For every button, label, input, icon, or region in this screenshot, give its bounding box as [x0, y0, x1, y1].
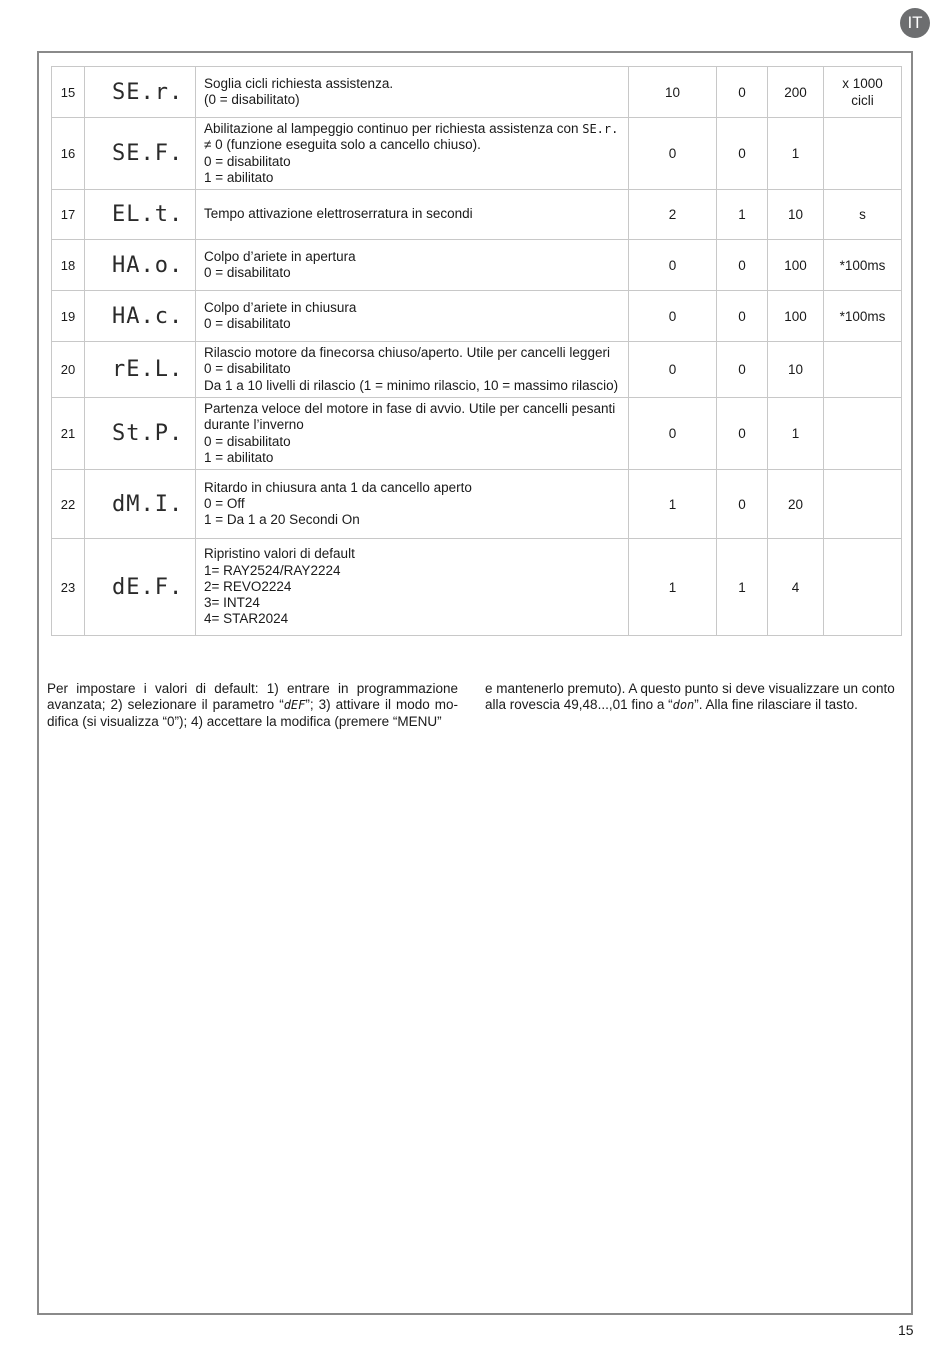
parameter-description — [196, 118, 629, 190]
table-row — [52, 398, 902, 470]
unit-cell — [824, 539, 902, 636]
parameter-code-cell — [85, 240, 196, 291]
note-line — [47, 697, 458, 713]
unit-text: *100ms — [839, 308, 886, 324]
parameters-table — [51, 66, 902, 636]
min-value: 0 — [717, 342, 768, 398]
row-number: 15 — [52, 67, 85, 118]
description-text: Tempo attivazione elettroserratura in secondi — [204, 206, 473, 222]
parameter-display-code: St.P. — [112, 421, 184, 446]
max-value: 20 — [768, 470, 824, 539]
inline-display-code: SE.r. — [582, 122, 619, 137]
description-line — [204, 611, 620, 627]
description-text: 0 = disabilitato — [204, 153, 291, 169]
note-line: e mantenerlo premuto). A questo punto si deve visualizzare un conto — [485, 681, 895, 696]
min-value: 1 — [717, 190, 768, 240]
note-text: alla rovescia 49,48...,01 fino a “ — [485, 697, 673, 713]
min-value: 0 — [717, 67, 768, 118]
description-text: Da 1 a 10 livelli di rilascio (1 = minimo rilascio, 10 = massimo rilascio) — [204, 377, 619, 393]
unit-text: *100ms — [839, 257, 886, 273]
parameter-description — [196, 539, 629, 636]
row-number: 19 — [52, 291, 85, 342]
parameter-code-cell — [85, 190, 196, 240]
parameter-display-code: HA.c. — [112, 303, 184, 329]
parameter-code-cell — [85, 342, 196, 398]
row-number: 21 — [52, 398, 85, 470]
unit-cell — [824, 470, 902, 539]
description-text: 1 = Da 1 a 20 Secondi On — [204, 512, 360, 528]
description-line — [204, 450, 620, 466]
description-text: Ripristino valori di default — [204, 546, 355, 562]
default-value: 0 — [629, 342, 717, 398]
min-value: 0 — [717, 291, 768, 342]
default-values-instructions — [47, 681, 458, 730]
description-line — [204, 434, 620, 450]
description-text: 3= INT24 — [204, 595, 260, 611]
description-line — [204, 249, 620, 265]
page-number: 15 — [898, 1322, 914, 1338]
description-line — [204, 480, 620, 496]
default-value: 2 — [629, 190, 717, 240]
description-line — [204, 170, 620, 186]
description-line — [204, 206, 620, 222]
description-line — [204, 579, 620, 595]
parameter-display-code: dM.I. — [112, 491, 184, 517]
row-number: 20 — [52, 342, 85, 398]
parameter-description — [196, 398, 629, 470]
description-text: 0 = disabilitato — [204, 433, 291, 449]
parameter-description — [196, 240, 629, 291]
description-line — [204, 361, 620, 377]
description-text: 0 = disabilitato — [204, 361, 291, 377]
min-value: 1 — [717, 539, 768, 636]
description-text: 0 = disabilitato — [204, 265, 291, 280]
description-line — [204, 121, 620, 137]
unit-cell — [824, 342, 902, 398]
unit-cell — [824, 240, 902, 291]
row-number: 18 — [52, 240, 85, 291]
note-line — [485, 697, 902, 713]
parameter-description — [196, 190, 629, 240]
description-line — [204, 512, 620, 528]
row-number: 16 — [52, 118, 85, 190]
description-text: Colpo d’ariete in chiusura — [204, 299, 357, 315]
default-value: 0 — [629, 398, 717, 470]
unit-cell — [824, 190, 902, 240]
description-line — [204, 154, 620, 170]
max-value: 100 — [768, 240, 824, 291]
unit-cell — [824, 398, 902, 470]
parameter-display-code: dE.F. — [112, 574, 184, 600]
unit-cell — [824, 291, 902, 342]
description-line — [204, 76, 620, 92]
description-text: Soglia cicli richiesta assistenza. — [204, 75, 394, 91]
parameter-display-code: SE.F. — [112, 141, 184, 166]
row-number: 22 — [52, 470, 85, 539]
note-text: ”. Alla fine rilasciare il tasto. — [694, 697, 858, 713]
default-value: 10 — [629, 67, 717, 118]
display-code-don: don — [672, 698, 695, 713]
max-value: 10 — [768, 342, 824, 398]
parameter-description — [196, 67, 629, 118]
description-line — [204, 265, 620, 281]
parameter-code-cell — [85, 470, 196, 539]
description-line — [204, 316, 620, 332]
parameter-code-cell — [85, 539, 196, 636]
min-value: 0 — [717, 398, 768, 470]
table-row — [52, 67, 902, 118]
language-badge: IT — [900, 8, 930, 38]
default-value: 1 — [629, 470, 717, 539]
description-text: (0 = disabilitato) — [204, 92, 300, 107]
description-text: Ritardo in chiusura anta 1 da cancello aperto — [204, 479, 472, 495]
max-value: 100 — [768, 291, 824, 342]
description-text: 0 = disabilitato — [204, 316, 291, 331]
default-value: 1 — [629, 539, 717, 636]
unit-text: cicli — [851, 93, 874, 108]
description-text: 1 = abilitato — [204, 449, 274, 465]
description-line — [204, 300, 620, 316]
default-value: 0 — [629, 118, 717, 190]
note-text: avanzata; 2) selezionare il parametro “ — [47, 697, 284, 713]
min-value: 0 — [717, 470, 768, 539]
table-row — [52, 539, 902, 636]
max-value: 1 — [768, 118, 824, 190]
description-text: 1 = abilitato — [204, 169, 274, 185]
description-text: Partenza veloce del motore in fase di avvio. Utile per cancelli pesanti — [204, 401, 616, 417]
description-text: 1= RAY2524/RAY2224 — [204, 562, 341, 578]
parameter-display-code: SE.r. — [112, 79, 184, 105]
note-text: ”; 3) attivare il modo mo- — [305, 697, 458, 713]
default-value: 0 — [629, 291, 717, 342]
max-value: 4 — [768, 539, 824, 636]
min-value: 0 — [717, 118, 768, 190]
unit-text: x 1000 — [842, 76, 883, 91]
description-text: ≠ 0 (funzione eseguita solo a cancello chiuso). — [204, 137, 481, 153]
display-code-def: dEF — [283, 698, 306, 713]
description-text: durante l’inverno — [204, 417, 304, 433]
min-value: 0 — [717, 240, 768, 291]
max-value: 1 — [768, 398, 824, 470]
max-value: 10 — [768, 190, 824, 240]
description-line — [204, 563, 620, 579]
description-line — [204, 345, 620, 361]
parameter-description — [196, 291, 629, 342]
description-line — [204, 92, 620, 108]
description-text: 2= REVO2224 — [204, 578, 292, 594]
note-line: difica (si visualizza “0”); 4) accettare la modifica (premere “MENU” — [47, 713, 442, 729]
description-line — [204, 546, 620, 562]
parameter-code-cell — [85, 118, 196, 190]
note-line: Per impostare i valori di default: 1) entrare in programmazione — [47, 681, 458, 696]
description-line — [204, 401, 620, 417]
table-row — [52, 240, 902, 291]
description-text: 0 = Off — [204, 495, 245, 511]
table-row — [52, 118, 902, 190]
unit-cell — [824, 118, 902, 190]
description-line — [204, 417, 620, 433]
parameter-description — [196, 342, 629, 398]
max-value: 200 — [768, 67, 824, 118]
description-text: Abilitazione al lampeggio continuo per richiesta assistenza con — [204, 121, 579, 137]
parameter-code-cell — [85, 291, 196, 342]
description-text: Rilascio motore da finecorsa chiuso/aperto. Utile per cancelli leggeri — [204, 345, 610, 361]
parameter-display-code: rE.L. — [112, 357, 184, 382]
unit-cell — [824, 67, 902, 118]
description-text: Colpo d’ariete in apertura — [204, 248, 356, 264]
description-line — [204, 137, 620, 153]
table-row — [52, 342, 902, 398]
description-line — [204, 496, 620, 512]
table-row — [52, 470, 902, 539]
row-number: 17 — [52, 190, 85, 240]
parameter-code-cell — [85, 67, 196, 118]
parameter-description — [196, 470, 629, 539]
unit-text: s — [859, 207, 866, 222]
parameter-display-code: EL.t. — [112, 202, 184, 227]
default-value: 0 — [629, 240, 717, 291]
description-text: 4= STAR2024 — [204, 611, 289, 627]
parameter-display-code: HA.o. — [112, 252, 184, 278]
table-row — [52, 190, 902, 240]
description-line — [204, 378, 620, 394]
row-number: 23 — [52, 539, 85, 636]
description-line — [204, 595, 620, 611]
parameter-code-cell — [85, 398, 196, 470]
table-row — [52, 291, 902, 342]
default-values-instructions-continued — [485, 681, 902, 714]
